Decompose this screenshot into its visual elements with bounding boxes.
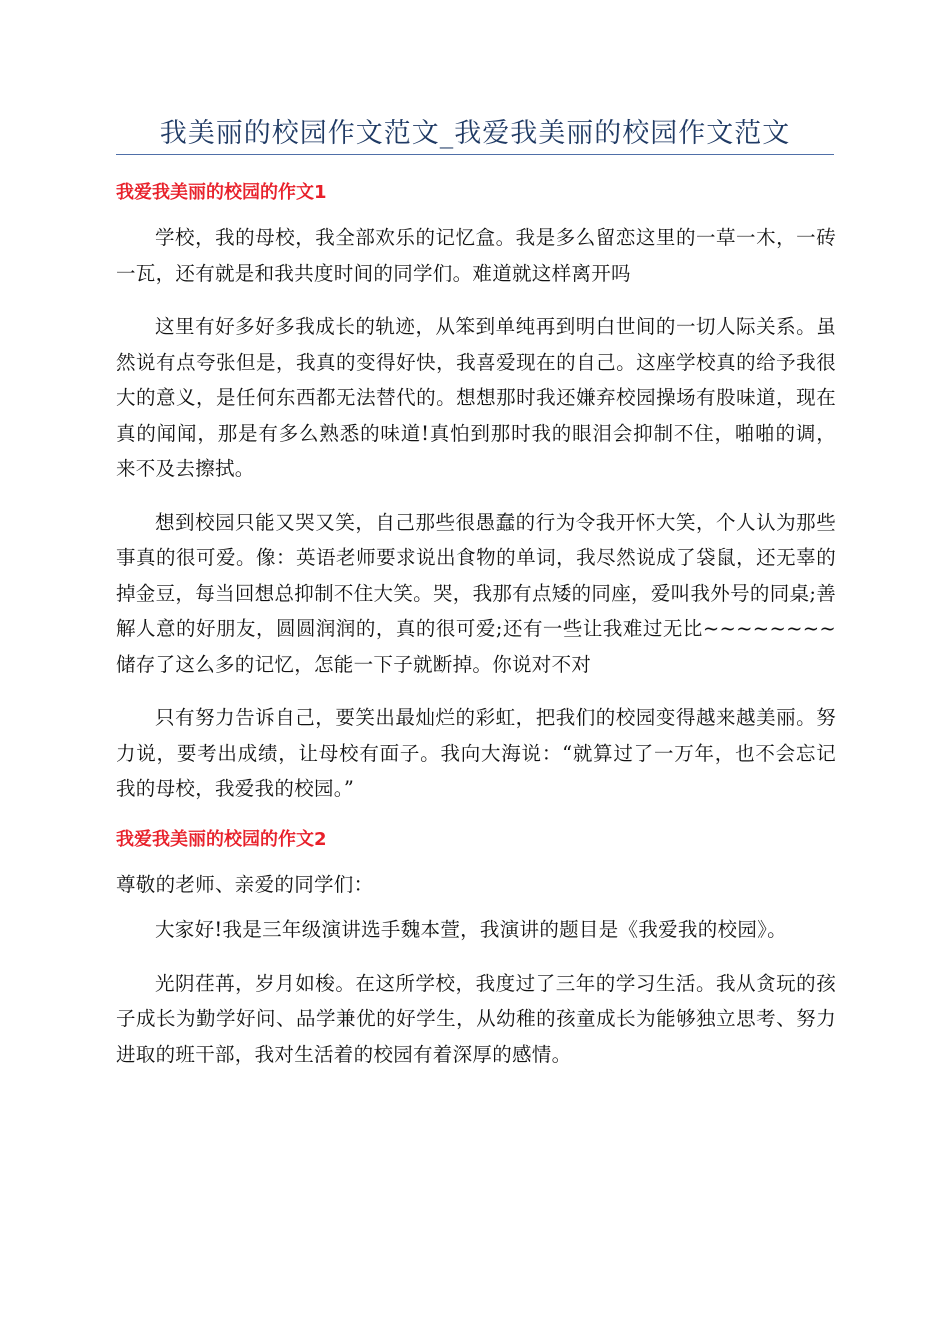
paragraph: 学校，我的母校，我全部欢乐的记忆盒。我是多么留恋这里的一草一木，一砖一瓦，还有就是和我共度时间的同学们。难道就这样离开吗	[116, 226, 836, 285]
salutation: 尊敬的老师、亲爱的同学们：	[116, 872, 374, 896]
document-body	[116, 178, 836, 1090]
section-heading-2: 我爱我美丽的校园的作文2	[116, 828, 327, 850]
title-underline	[116, 154, 834, 155]
paragraph: 想到校园只能又哭又笑，自己那些很愚蠢的行为令我开怀大笑，个人认为那些事真的很可爱。像：英语老师要求说出食物的单词，我尽然说成了袋鼠，还无辜的掉金豆，每当回想总抑制不住大笑。哭，我那有点矮的同座，爱叫我外号的同桌;善解人意的好朋友，圆圆润润的，真的很可爱;还有一些让我难过无比~~~~~~~~储存了这么多的记忆，怎能一下子就断掉。你说对不对	[116, 510, 836, 676]
document-title: 我美丽的校园作文范文_我爱我美丽的校园作文范文	[159, 118, 791, 149]
paragraph: 大家好!我是三年级演讲选手魏本萱，我演讲的题目是《我爱我的校园》。	[155, 918, 787, 941]
paragraph: 只有努力告诉自己，要笑出最灿烂的彩虹，把我们的校园变得越来越美丽。努力说，要考出成绩，让母校有面子。我向大海说：“就算过了一万年，也不会忘记我的母校，我爱我的校园。”	[116, 706, 836, 800]
paragraph: 这里有好多好多我成长的轨迹，从笨到单纯再到明白世间的一切人际关系。虽然说有点夸张但是，我真的变得好快，我喜爱现在的自己。这座学校真的给予我很大的意义，是任何东西都无法替代的。想想那时我还嫌弃校园操场有股味道，现在真的闻闻，那是有多么熟悉的味道!真怕到那时我的眼泪会抑制不住，啪啪的调，来不及去擦拭。	[116, 315, 836, 480]
paragraph: 光阴荏苒，岁月如梭。在这所学校，我度过了三年的学习生活。我从贪玩的孩子成长为勤学好问、品学兼优的好学生，从幼稚的孩童成长为能够独立思考、努力进取的班干部，我对生活着的校园有着深厚的感情。	[116, 971, 836, 1066]
section-heading-1: 我爱我美丽的校园的作文1	[116, 182, 327, 203]
